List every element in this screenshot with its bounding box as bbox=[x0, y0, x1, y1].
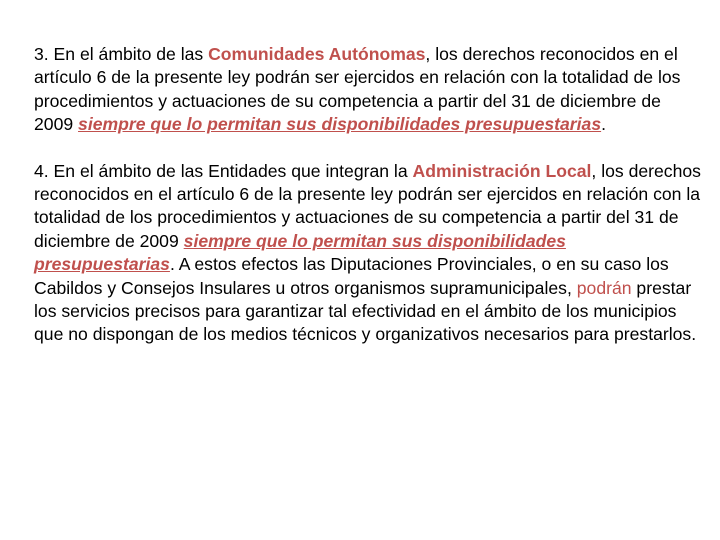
text-block bbox=[34, 43, 704, 347]
p3-text-1: 3. En el ámbito de las bbox=[34, 44, 209, 64]
p3-highlight-comunidades: Comunidades Autónomas bbox=[208, 44, 426, 64]
p4-highlight-administracion: Administración Local bbox=[412, 160, 592, 181]
p3-underlined-condition: siempre que lo permitan sus disponibilidades presupuestarias bbox=[78, 114, 602, 135]
p4-highlight-podran: podrán bbox=[576, 277, 632, 298]
paragraph-3 bbox=[34, 43, 704, 137]
p4-underlined-condition: siempre que lo permitan sus disponibilidades presupuestarias bbox=[34, 230, 566, 275]
p3-text-2: , los derechos reconocidos en el artículo 6 de la presente ley podrán ser ejercidos en relación con la totalidad de los procedimientos y actuaciones de su competencia a partir del 31 de diciembre de 2009 bbox=[34, 44, 681, 135]
p3-text-3: . bbox=[601, 114, 606, 135]
p4-text-4: prestar los servicios precisos para garantizar tal efectividad en el ámbito de los municipios que no dispongan de los medios técnicos y organizativos necesarios para prestarlos. bbox=[34, 277, 697, 345]
p4-text-1: 4. En el ámbito de las Entidades que integran la bbox=[34, 160, 413, 181]
p4-text-3: . A estos efectos las Diputaciones Provinciales, o en su caso los Cabildos y Consejos Insulares u otros organismos supramunicipales, bbox=[34, 254, 669, 298]
paragraph-4 bbox=[34, 160, 704, 347]
p4-text-2: , los derechos reconocidos en el artículo 6 de la presente ley podrán ser ejercidos en relación con la totalidad de los procedimientos y actuaciones de su competencia a partir del 31 de diciembre de 2009 bbox=[34, 160, 701, 251]
